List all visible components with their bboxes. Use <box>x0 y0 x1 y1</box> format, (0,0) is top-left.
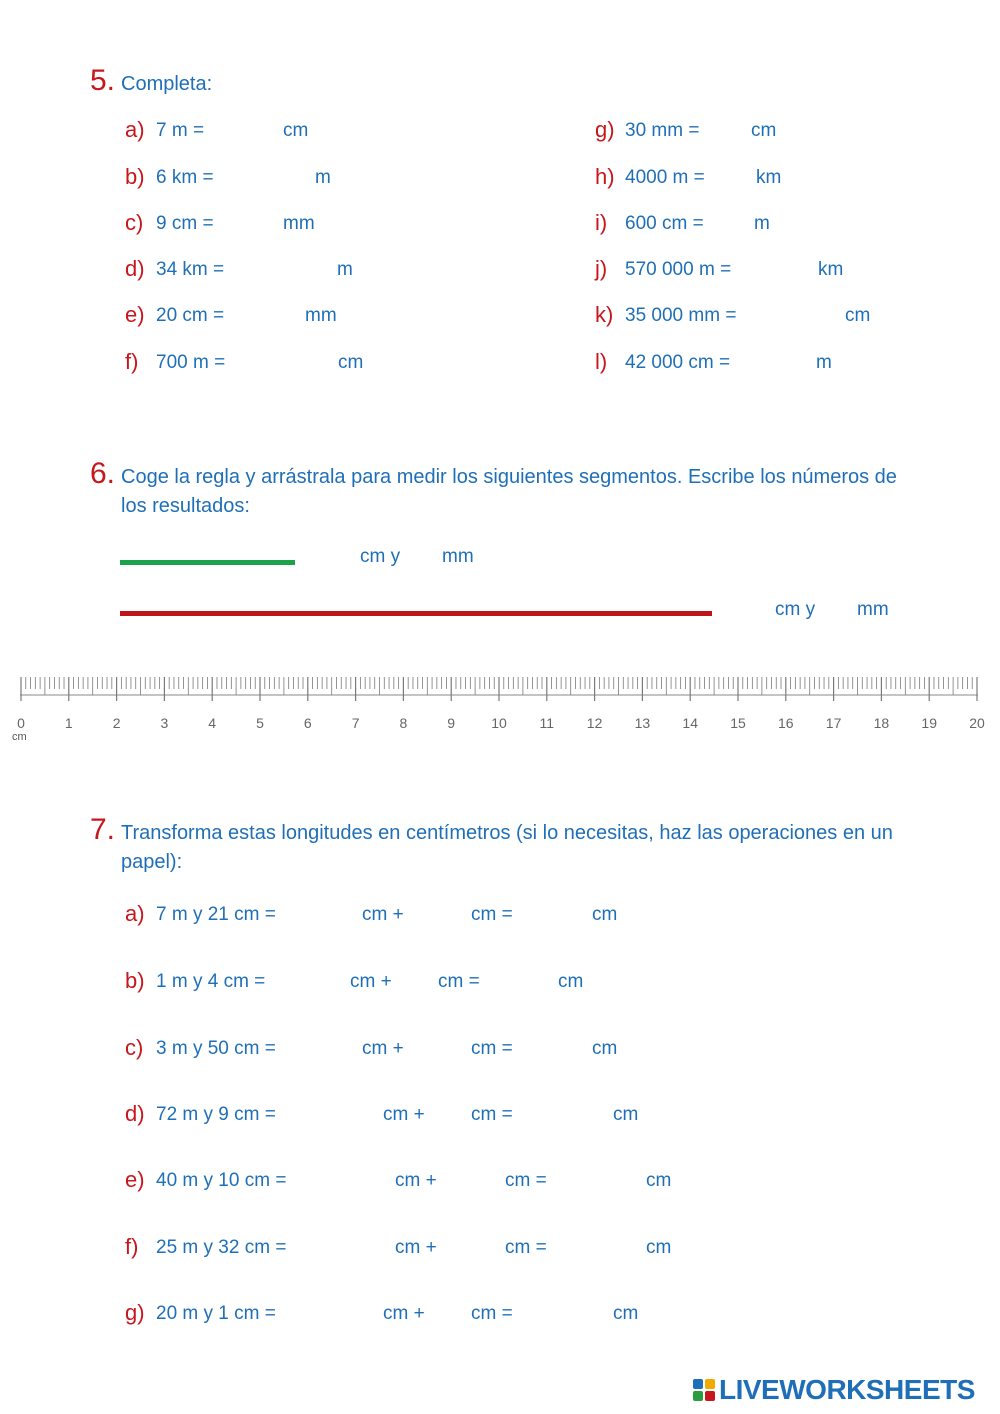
item-expression: 20 cm = <box>156 305 225 326</box>
item-part-1: cm + <box>362 904 404 925</box>
ruler-label: 17 <box>825 715 842 731</box>
item-part-2: cm = <box>471 1104 513 1125</box>
draggable-ruler[interactable] <box>0 665 1000 745</box>
answer-blank[interactable] <box>240 257 330 281</box>
item-part-3: cm <box>592 1038 618 1059</box>
section-7-number: 7. <box>90 813 116 846</box>
answer-blank[interactable] <box>226 211 278 235</box>
answer-blank[interactable] <box>525 902 585 926</box>
answer-blank[interactable] <box>295 1301 377 1325</box>
segment-2-cm-label: cm y <box>775 599 816 620</box>
ruler-label: 8 <box>399 715 408 731</box>
item-letter: g) <box>595 117 615 142</box>
answer-blank[interactable] <box>558 1168 640 1192</box>
item-part-3: cm <box>646 1170 672 1191</box>
ruler-label: 4 <box>208 715 217 731</box>
section-5-number: 5. <box>90 64 116 97</box>
answer-blank[interactable] <box>436 1301 466 1325</box>
item-part-2: cm = <box>438 971 480 992</box>
item-part-2: cm = <box>471 1038 513 1059</box>
item-expression: 700 m = <box>156 352 226 373</box>
item-letter: e) <box>125 1167 145 1192</box>
answer-blank[interactable] <box>307 1235 389 1259</box>
ruler-unit-label: cm <box>12 731 27 743</box>
item-expression: 25 m y 32 cm = <box>156 1237 287 1258</box>
item-part-1: cm + <box>383 1303 425 1324</box>
item-part-3: cm <box>558 971 584 992</box>
item-unit: mm <box>283 213 315 234</box>
segment-1-mm-label: mm <box>442 546 474 567</box>
item-unit: cm <box>845 305 871 326</box>
item-expression: 20 m y 1 cm = <box>156 1303 276 1324</box>
item-part-3: cm <box>646 1237 672 1258</box>
ruler-label: 2 <box>112 715 121 731</box>
item-letter: j) <box>595 256 608 281</box>
ruler-label: 6 <box>303 715 312 731</box>
item-part-2: cm = <box>471 1303 513 1324</box>
answer-blank[interactable] <box>240 350 332 374</box>
item-expression: 1 m y 4 cm = <box>156 971 266 992</box>
item-part-3: cm <box>592 904 618 925</box>
answer-blank[interactable] <box>295 902 355 926</box>
answer-blank[interactable] <box>748 350 810 374</box>
item-expression: 7 m = <box>156 120 205 141</box>
segment-2-mm-label: mm <box>857 599 889 620</box>
item-part-2: cm = <box>471 904 513 925</box>
liveworksheets-logo-text: LIVEWORKSHEETS <box>719 1374 975 1405</box>
item-letter: h) <box>595 164 615 189</box>
section-7-title-line-2: papel): <box>121 851 183 873</box>
answer-blank[interactable] <box>448 1235 500 1259</box>
section-6-number: 6. <box>90 457 116 490</box>
item-letter: b) <box>125 968 145 993</box>
ruler-label: 5 <box>256 715 264 731</box>
item-part-1: cm + <box>383 1104 425 1125</box>
answer-blank[interactable] <box>295 1102 377 1126</box>
segment-1-cm-label: cm y <box>360 546 401 567</box>
answer-blank[interactable] <box>410 545 440 569</box>
answer-blank[interactable] <box>720 165 752 189</box>
item-part-1: cm + <box>362 1038 404 1059</box>
item-letter: k) <box>595 302 614 327</box>
answer-blank[interactable] <box>750 257 812 281</box>
section-6-title-line-1: Coge la regla y arrástrala para medir los siguientes segmentos. Escribe los números de <box>121 466 897 488</box>
item-expression: 6 km = <box>156 167 214 188</box>
item-letter: a) <box>125 901 145 926</box>
answer-blank[interactable] <box>525 1301 607 1325</box>
item-letter: g) <box>125 1300 145 1325</box>
item-unit: m <box>754 213 770 234</box>
ruler-label: 14 <box>682 715 698 731</box>
item-part-3: cm <box>613 1303 639 1324</box>
item-unit: m <box>816 352 832 373</box>
answer-blank[interactable] <box>714 118 746 142</box>
item-letter: f) <box>125 349 139 374</box>
answer-blank[interactable] <box>215 118 277 142</box>
item-letter: f) <box>125 1234 139 1259</box>
answer-blank[interactable] <box>492 969 552 993</box>
section-5-title: Completa: <box>121 73 213 95</box>
answer-blank[interactable] <box>525 1102 607 1126</box>
answer-blank[interactable] <box>414 902 466 926</box>
item-expression: 30 mm = <box>625 120 700 141</box>
item-unit: cm <box>283 120 309 141</box>
green-segment <box>120 560 295 565</box>
ruler-ticks <box>21 677 977 701</box>
item-letter: a) <box>125 117 145 142</box>
answer-blank[interactable] <box>824 598 854 622</box>
item-unit: m <box>337 259 353 280</box>
item-unit: cm <box>751 120 777 141</box>
item-unit: mm <box>305 305 337 326</box>
answer-blank[interactable] <box>756 303 838 327</box>
answer-blank[interactable] <box>717 211 749 235</box>
item-unit: km <box>756 167 782 188</box>
answer-blank[interactable] <box>318 545 354 569</box>
item-unit: cm <box>338 352 364 373</box>
answer-blank[interactable] <box>448 1168 500 1192</box>
item-letter: i) <box>595 210 608 235</box>
ruler-label: 7 <box>351 715 360 731</box>
ruler-label: 10 <box>491 715 507 731</box>
ruler-label: 16 <box>778 715 794 731</box>
item-letter: d) <box>125 256 145 281</box>
ruler-label: 1 <box>64 715 73 731</box>
ruler-label: 18 <box>873 715 890 731</box>
item-expression: 72 m y 9 cm = <box>156 1104 276 1125</box>
item-expression: 40 m y 10 cm = <box>156 1170 287 1191</box>
item-unit: m <box>315 167 331 188</box>
item-expression: 9 cm = <box>156 213 214 234</box>
item-expression: 42 000 cm = <box>625 352 731 373</box>
answer-blank[interactable] <box>402 969 432 993</box>
item-unit: km <box>818 259 844 280</box>
item-part-3: cm <box>613 1104 639 1125</box>
item-part-1: cm + <box>395 1170 437 1191</box>
item-letter: b) <box>125 164 145 189</box>
ruler-labels <box>17 715 985 731</box>
ruler-label: 9 <box>447 715 456 731</box>
item-letter: e) <box>125 302 145 327</box>
item-letter: l) <box>595 349 608 374</box>
item-expression: 34 km = <box>156 259 225 280</box>
item-expression: 35 000 mm = <box>625 305 737 326</box>
ruler-label: 20 <box>969 715 985 731</box>
answer-blank[interactable] <box>238 303 298 327</box>
item-expression: 600 cm = <box>625 213 704 234</box>
item-expression: 4000 m = <box>625 167 705 188</box>
item-part-2: cm = <box>505 1237 547 1258</box>
red-segment <box>120 611 712 616</box>
section-6-title-line-2: los resultados: <box>121 495 250 517</box>
answer-blank[interactable] <box>295 1036 355 1060</box>
ruler-label: 3 <box>160 715 169 731</box>
ruler-label: 12 <box>586 715 603 731</box>
item-part-1: cm + <box>350 971 392 992</box>
answer-blank[interactable] <box>307 1168 389 1192</box>
ruler-label: 19 <box>921 715 937 731</box>
item-letter: d) <box>125 1101 145 1126</box>
ruler-label: 11 <box>539 715 555 731</box>
item-expression: 7 m y 21 cm = <box>156 904 276 925</box>
item-letter: c) <box>125 210 144 235</box>
answer-blank[interactable] <box>228 165 308 189</box>
answer-blank[interactable] <box>734 598 770 622</box>
item-expression: 3 m y 50 cm = <box>156 1038 276 1059</box>
answer-blank[interactable] <box>525 1036 585 1060</box>
answer-blank[interactable] <box>436 1102 466 1126</box>
ruler-label: 13 <box>634 715 651 731</box>
item-part-1: cm + <box>395 1237 437 1258</box>
answer-blank[interactable] <box>414 1036 466 1060</box>
ruler-label: 15 <box>730 715 746 731</box>
answer-blank[interactable] <box>283 969 343 993</box>
item-part-2: cm = <box>505 1170 547 1191</box>
section-7-title-line-1: Transforma estas longitudes en centímetros (si lo necesitas, haz las operaciones en un <box>121 822 893 844</box>
item-letter: c) <box>125 1035 144 1060</box>
liveworksheets-logo <box>693 1374 975 1406</box>
ruler-label: 0 <box>17 715 25 731</box>
answer-blank[interactable] <box>558 1235 640 1259</box>
item-expression: 570 000 m = <box>625 259 732 280</box>
liveworksheets-logo-icon <box>693 1379 715 1401</box>
